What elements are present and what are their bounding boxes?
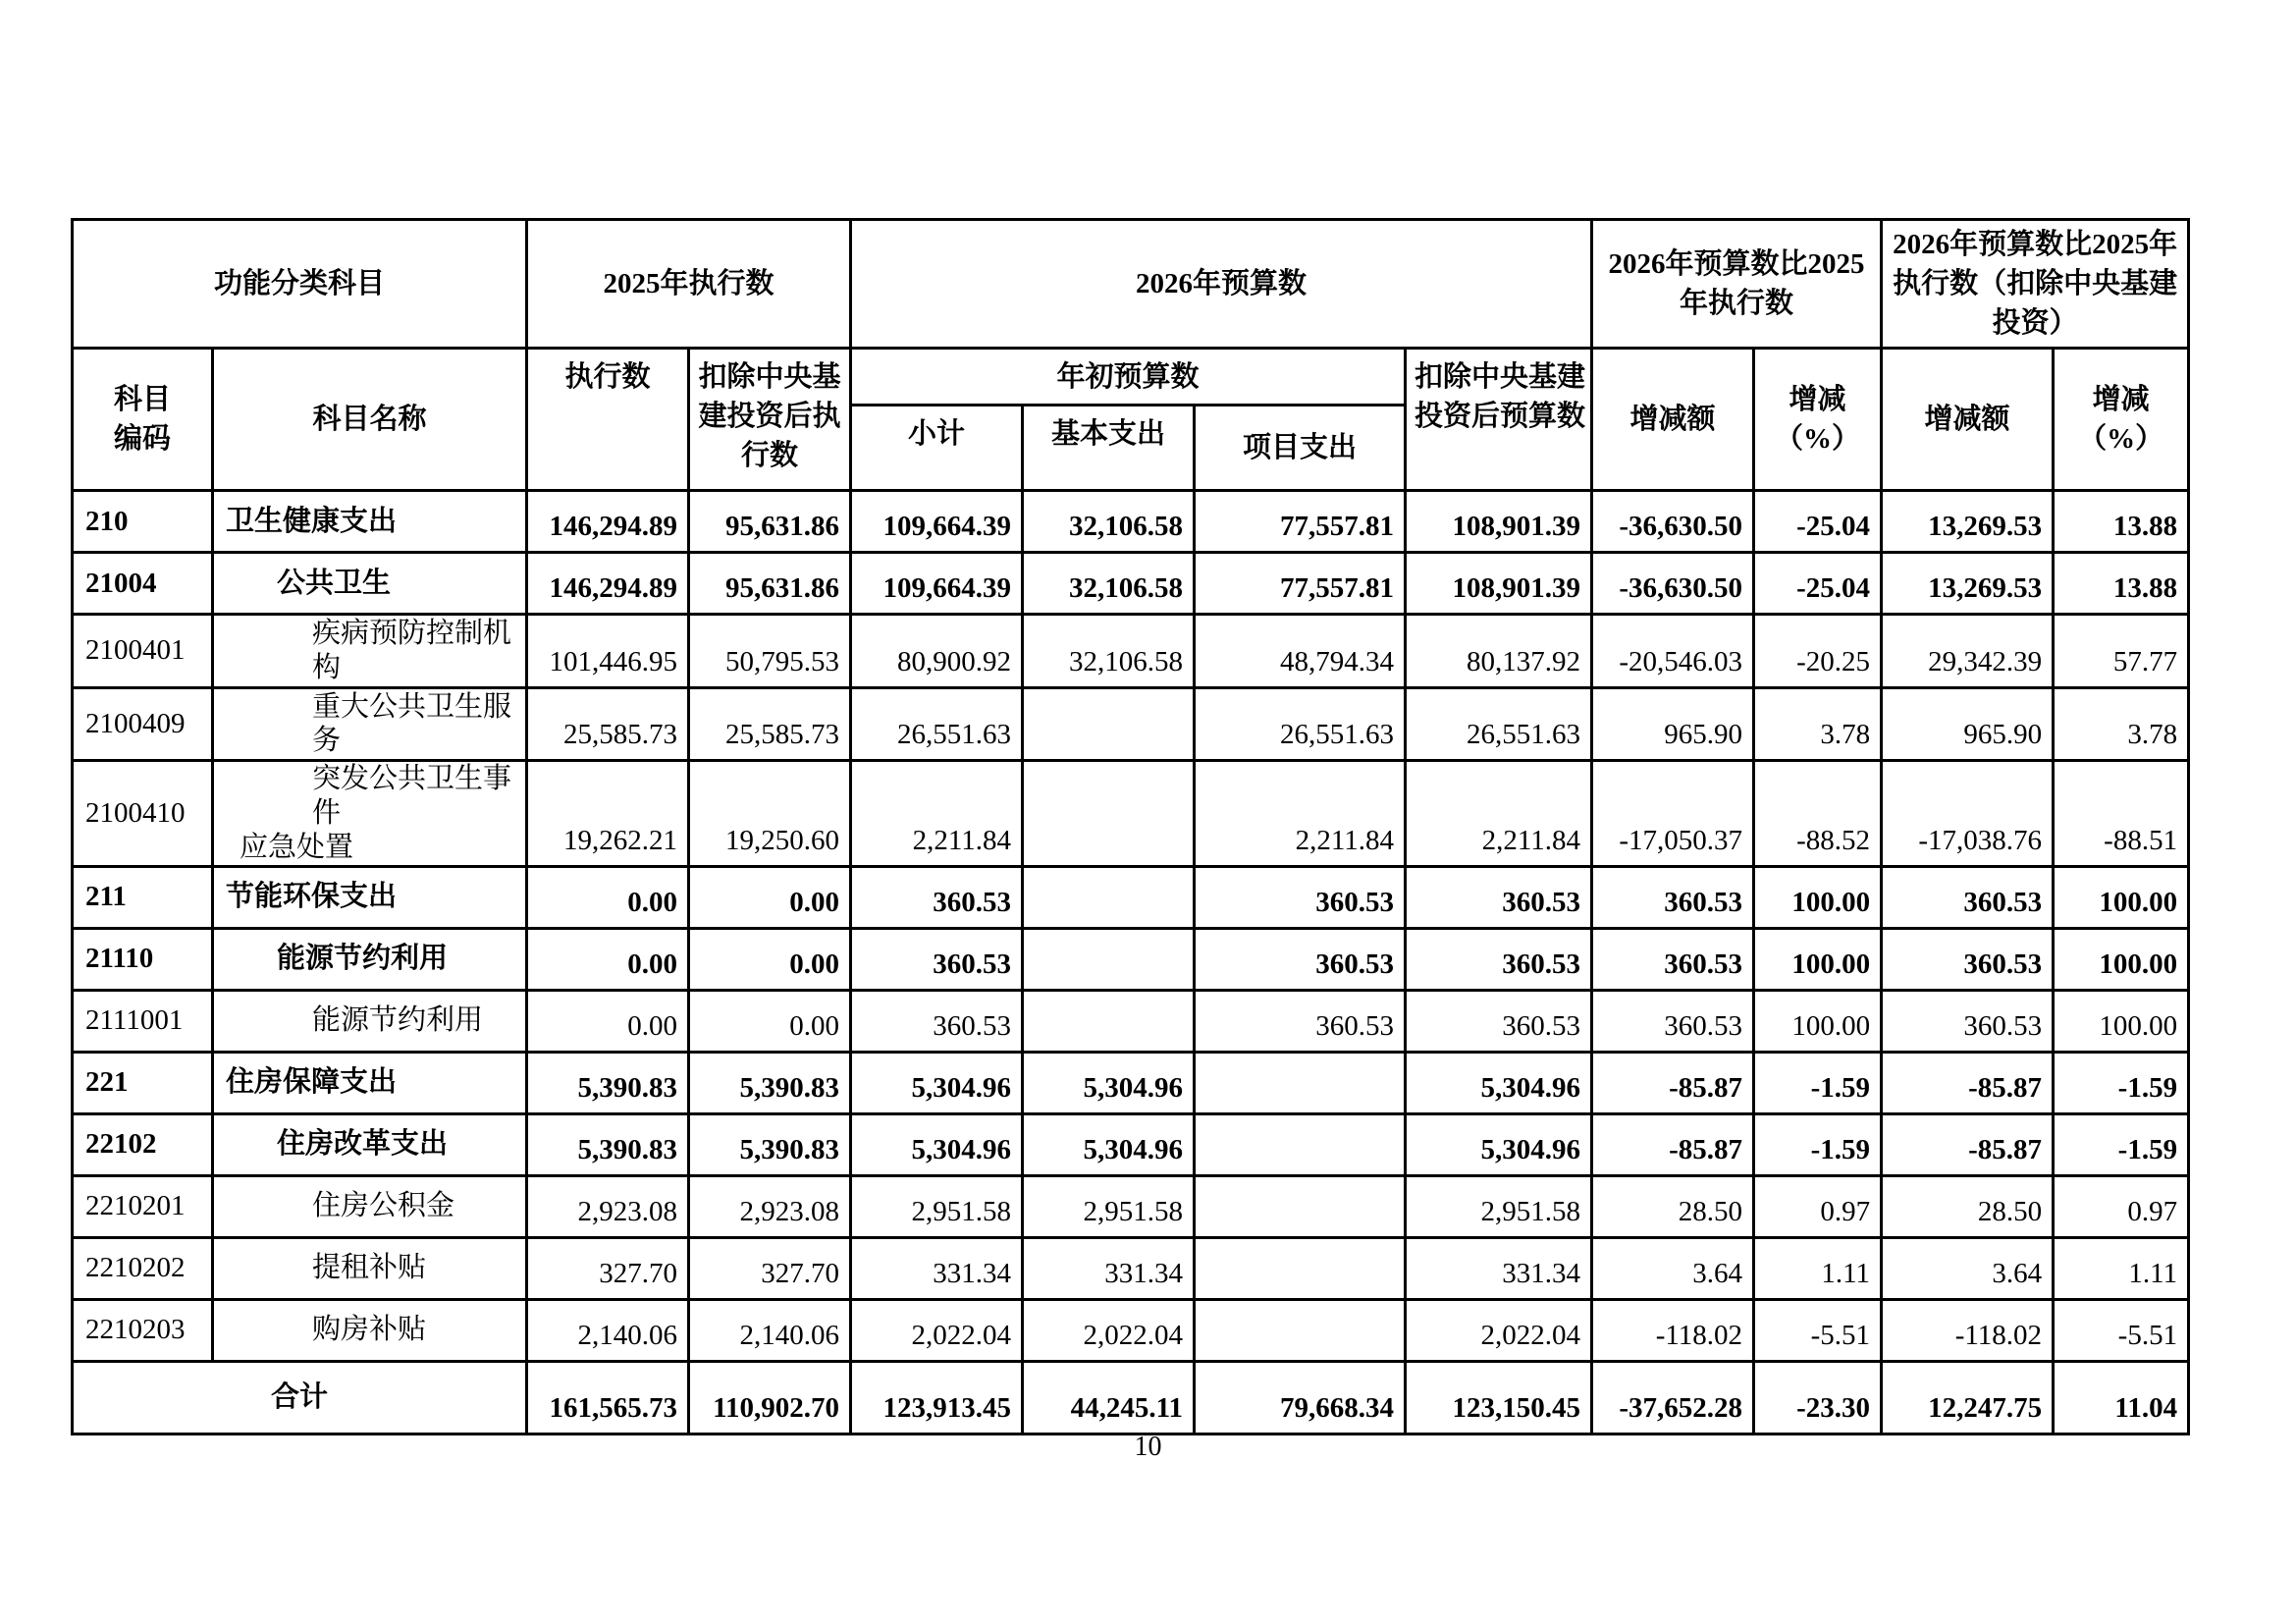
value-cell: -85.87 [1882, 1113, 2054, 1175]
value-cell: 5,390.83 [689, 1113, 851, 1175]
value-cell: 13.88 [2054, 553, 2189, 615]
value-cell: 57.77 [2054, 615, 2189, 688]
header-subject-code [73, 349, 213, 491]
value-cell: 360.53 [851, 866, 1023, 928]
subject-name-cell: 卫生健康支出 [213, 491, 527, 553]
value-cell: 26,551.63 [851, 687, 1023, 761]
table-row [73, 866, 2189, 928]
subject-name-cell: 能源节约利用 [213, 990, 527, 1052]
value-cell: -1.59 [2054, 1113, 2189, 1175]
value-cell: 0.97 [2054, 1175, 2189, 1237]
subject-name-cell: 节能环保支出 [213, 866, 527, 928]
subject-name-cell: 提租补贴 [213, 1237, 527, 1299]
table-row [73, 687, 2189, 761]
subject-code-cell: 2210202 [73, 1237, 213, 1299]
subject-code-cell: 210 [73, 491, 213, 553]
value-cell: -85.87 [1592, 1052, 1754, 1113]
header-execution-net: 扣除中央基建投资后执行数 [689, 349, 851, 491]
value-cell: -36,630.50 [1592, 491, 1754, 553]
value-cell: 0.97 [1754, 1175, 1882, 1237]
header-row-groups [73, 220, 2189, 349]
value-cell: 108,901.39 [1406, 491, 1592, 553]
value-cell: 965.90 [1882, 687, 2054, 761]
header-change-pct-2-line2: （%） [2078, 423, 2164, 456]
value-cell: 2,211.84 [851, 761, 1023, 866]
value-cell: 331.34 [1023, 1237, 1195, 1299]
value-cell: 327.70 [689, 1237, 851, 1299]
subject-code-cell: 2210201 [73, 1175, 213, 1237]
value-cell: -17,050.37 [1592, 761, 1754, 866]
value-cell [1195, 1175, 1406, 1237]
value-cell: 360.53 [1882, 990, 2054, 1052]
value-cell: -5.51 [2054, 1299, 2189, 1361]
header-subject-name: 科目名称 [213, 349, 527, 491]
value-cell: 360.53 [1195, 990, 1406, 1052]
header-change-amount-1: 增减额 [1592, 349, 1754, 491]
subject-code-cell: 2210203 [73, 1299, 213, 1361]
subject-name-cell: 重大公共卫生服务 [213, 687, 527, 761]
value-cell: 32,106.58 [1023, 553, 1195, 615]
value-cell: 360.53 [1592, 928, 1754, 990]
page-number: 10 [1134, 1432, 1162, 1462]
total-label-cell: 合计 [73, 1361, 527, 1434]
value-cell: 5,390.83 [689, 1052, 851, 1113]
value-cell: -88.52 [1754, 761, 1882, 866]
value-cell: -1.59 [2054, 1052, 2189, 1113]
value-cell: -5.51 [1754, 1299, 1882, 1361]
value-cell: 2,022.04 [1406, 1299, 1592, 1361]
value-cell: 360.53 [1592, 990, 1754, 1052]
value-cell: 146,294.89 [527, 553, 689, 615]
value-cell: -118.02 [1592, 1299, 1754, 1361]
value-cell: -1.59 [1754, 1113, 1882, 1175]
header-function-category-group: 功能分类科目 [73, 220, 527, 349]
value-cell: 2,022.04 [851, 1299, 1023, 1361]
value-cell: 109,664.39 [851, 553, 1023, 615]
value-cell: 5,304.96 [851, 1113, 1023, 1175]
value-cell: 0.00 [527, 866, 689, 928]
header-subject-code-line2: 编码 [113, 423, 171, 456]
value-cell [1023, 990, 1195, 1052]
value-cell: -118.02 [1882, 1299, 2054, 1361]
table-row [73, 928, 2189, 990]
value-cell: 360.53 [851, 990, 1023, 1052]
subject-name-cell: 疾病预防控制机构 [213, 615, 527, 688]
value-cell: 77,557.81 [1195, 491, 1406, 553]
table-row [73, 990, 2189, 1052]
header-comparison-net-group: 2026年预算数比2025年执行数（扣除中央基建投资） [1882, 220, 2189, 349]
value-cell: 13,269.53 [1882, 553, 2054, 615]
table-row [73, 491, 2189, 553]
value-cell: -37,652.28 [1592, 1361, 1754, 1434]
value-cell: 327.70 [527, 1237, 689, 1299]
header-basic-expenditure: 基本支出 [1023, 406, 1195, 491]
header-subject-code-line1: 科目 [113, 384, 171, 416]
value-cell: 5,390.83 [527, 1113, 689, 1175]
value-cell: 32,106.58 [1023, 491, 1195, 553]
value-cell: 0.00 [689, 990, 851, 1052]
value-cell: -20.25 [1754, 615, 1882, 688]
value-cell: 5,304.96 [1023, 1113, 1195, 1175]
value-cell: 0.00 [689, 866, 851, 928]
table-row [73, 553, 2189, 615]
header-change-pct-1 [1754, 349, 1882, 491]
value-cell: 0.00 [527, 928, 689, 990]
header-change-pct-1-line2: （%） [1775, 423, 1861, 456]
value-cell [1023, 687, 1195, 761]
value-cell: 80,900.92 [851, 615, 1023, 688]
value-cell: 5,304.96 [1406, 1052, 1592, 1113]
subject-code-cell: 22102 [73, 1113, 213, 1175]
value-cell: 100.00 [2054, 866, 2189, 928]
subject-code-cell: 2111001 [73, 990, 213, 1052]
subject-name-cell: 住房改革支出 [213, 1113, 527, 1175]
value-cell: 3.64 [1882, 1237, 2054, 1299]
value-cell: -17,038.76 [1882, 761, 2054, 866]
value-cell: 5,304.96 [1406, 1113, 1592, 1175]
header-2025-execution-group: 2025年执行数 [527, 220, 851, 349]
value-cell: 2,951.58 [1406, 1175, 1592, 1237]
value-cell: -23.30 [1754, 1361, 1882, 1434]
value-cell: 28.50 [1592, 1175, 1754, 1237]
value-cell: 100.00 [2054, 990, 2189, 1052]
value-cell [1023, 866, 1195, 928]
value-cell: 331.34 [851, 1237, 1023, 1299]
value-cell [1195, 1237, 1406, 1299]
value-cell: 12,247.75 [1882, 1361, 2054, 1434]
value-cell: 2,923.08 [527, 1175, 689, 1237]
value-cell: 146,294.89 [527, 491, 689, 553]
value-cell: 79,668.34 [1195, 1361, 1406, 1434]
value-cell [1195, 1052, 1406, 1113]
subject-code-cell: 2100409 [73, 687, 213, 761]
value-cell: 11.04 [2054, 1361, 2189, 1434]
subject-name-line2: 应急处置 [240, 831, 354, 863]
subject-name-line1: 突发公共卫生事件 [312, 763, 512, 830]
value-cell [1023, 928, 1195, 990]
subject-name-cell: 公共卫生 [213, 553, 527, 615]
value-cell: 108,901.39 [1406, 553, 1592, 615]
value-cell: 2,211.84 [1406, 761, 1592, 866]
value-cell: 360.53 [1406, 866, 1592, 928]
value-cell: 123,150.45 [1406, 1361, 1592, 1434]
value-cell: 2,923.08 [689, 1175, 851, 1237]
value-cell: -25.04 [1754, 491, 1882, 553]
table-row [73, 1052, 2189, 1113]
value-cell: 25,585.73 [689, 687, 851, 761]
value-cell: 2,211.84 [1195, 761, 1406, 866]
value-cell: -25.04 [1754, 553, 1882, 615]
value-cell: 123,913.45 [851, 1361, 1023, 1434]
value-cell: 28.50 [1882, 1175, 2054, 1237]
value-cell: 100.00 [2054, 928, 2189, 990]
value-cell: 360.53 [1406, 990, 1592, 1052]
table-row [73, 761, 2189, 866]
total-row [73, 1361, 2189, 1434]
value-cell: 80,137.92 [1406, 615, 1592, 688]
value-cell: 44,245.11 [1023, 1361, 1195, 1434]
subject-code-cell: 2100401 [73, 615, 213, 688]
value-cell: -88.51 [2054, 761, 2189, 866]
value-cell: 100.00 [1754, 866, 1882, 928]
header-budget-net: 扣除中央基建投资后预算数 [1406, 349, 1592, 491]
subject-code-cell: 21004 [73, 553, 213, 615]
subject-code-cell: 21110 [73, 928, 213, 990]
value-cell: -1.59 [1754, 1052, 1882, 1113]
value-cell [1023, 761, 1195, 866]
value-cell: 95,631.86 [689, 553, 851, 615]
value-cell: 109,664.39 [851, 491, 1023, 553]
value-cell: -20,546.03 [1592, 615, 1754, 688]
value-cell: 77,557.81 [1195, 553, 1406, 615]
header-comparison-group: 2026年预算数比2025年执行数 [1592, 220, 1882, 349]
header-change-pct-2-line1: 增减 [2092, 384, 2150, 416]
header-change-pct-1-line1: 增减 [1789, 384, 1846, 416]
value-cell: 360.53 [851, 928, 1023, 990]
value-cell: 161,565.73 [527, 1361, 689, 1434]
value-cell: 2,951.58 [1023, 1175, 1195, 1237]
value-cell: 1.11 [2054, 1237, 2189, 1299]
header-change-amount-2: 增减额 [1882, 349, 2054, 491]
value-cell: -85.87 [1882, 1052, 2054, 1113]
subject-code-cell: 221 [73, 1052, 213, 1113]
value-cell: 19,262.21 [527, 761, 689, 866]
header-project-expenditure: 项目支出 [1195, 406, 1406, 491]
table-row [73, 1237, 2189, 1299]
subject-name-cell: 能源节约利用 [213, 928, 527, 990]
subject-code-cell: 2100410 [73, 761, 213, 866]
value-cell: 110,902.70 [689, 1361, 851, 1434]
subject-name-cell: 住房保障支出 [213, 1052, 527, 1113]
value-cell: 19,250.60 [689, 761, 851, 866]
value-cell: 331.34 [1406, 1237, 1592, 1299]
table-row [73, 1113, 2189, 1175]
header-change-pct-2 [2054, 349, 2189, 491]
value-cell: 32,106.58 [1023, 615, 1195, 688]
value-cell: 360.53 [1882, 928, 2054, 990]
value-cell: 13,269.53 [1882, 491, 2054, 553]
value-cell: 965.90 [1592, 687, 1754, 761]
value-cell: 1.11 [1754, 1237, 1882, 1299]
value-cell: 0.00 [689, 928, 851, 990]
value-cell: 48,794.34 [1195, 615, 1406, 688]
value-cell: 2,022.04 [1023, 1299, 1195, 1361]
header-subtotal: 小计 [851, 406, 1023, 491]
value-cell: 0.00 [527, 990, 689, 1052]
value-cell: 360.53 [1406, 928, 1592, 990]
value-cell: 26,551.63 [1195, 687, 1406, 761]
value-cell: 26,551.63 [1406, 687, 1592, 761]
header-initial-budget: 年初预算数 [851, 349, 1406, 406]
table-row [73, 1299, 2189, 1361]
value-cell: 50,795.53 [689, 615, 851, 688]
table-row [73, 1175, 2189, 1237]
subject-name-cell [213, 761, 527, 866]
value-cell: 101,446.95 [527, 615, 689, 688]
value-cell: 5,304.96 [1023, 1052, 1195, 1113]
value-cell: 5,304.96 [851, 1052, 1023, 1113]
subject-code-cell: 211 [73, 866, 213, 928]
value-cell: -85.87 [1592, 1113, 1754, 1175]
value-cell: 2,140.06 [689, 1299, 851, 1361]
value-cell: 95,631.86 [689, 491, 851, 553]
value-cell [1195, 1113, 1406, 1175]
value-cell: -36,630.50 [1592, 553, 1754, 615]
header-2026-budget-group: 2026年预算数 [851, 220, 1592, 349]
header-row-columns [73, 349, 2189, 406]
header-execution: 执行数 [527, 349, 689, 491]
value-cell: 360.53 [1195, 928, 1406, 990]
table-row [73, 615, 2189, 688]
value-cell: 5,390.83 [527, 1052, 689, 1113]
subject-name-cell: 住房公积金 [213, 1175, 527, 1237]
value-cell: 13.88 [2054, 491, 2189, 553]
value-cell: 3.78 [2054, 687, 2189, 761]
value-cell: 360.53 [1195, 866, 1406, 928]
subject-name-cell: 购房补贴 [213, 1299, 527, 1361]
value-cell: 2,140.06 [527, 1299, 689, 1361]
value-cell: 2,951.58 [851, 1175, 1023, 1237]
value-cell: 3.64 [1592, 1237, 1754, 1299]
value-cell: 100.00 [1754, 928, 1882, 990]
budget-table [71, 218, 2190, 1435]
value-cell: 360.53 [1882, 866, 2054, 928]
value-cell: 3.78 [1754, 687, 1882, 761]
value-cell: 29,342.39 [1882, 615, 2054, 688]
value-cell: 25,585.73 [527, 687, 689, 761]
value-cell: 100.00 [1754, 990, 1882, 1052]
value-cell: 360.53 [1592, 866, 1754, 928]
value-cell [1195, 1299, 1406, 1361]
